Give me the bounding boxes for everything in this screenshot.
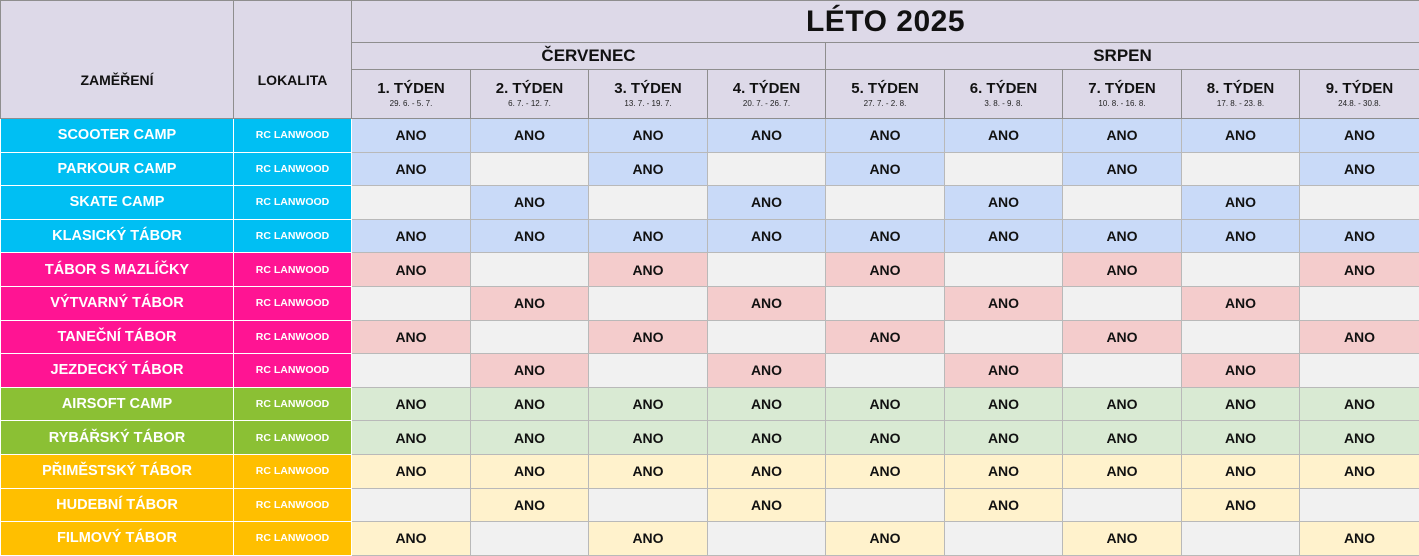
week-dates: 29. 6. - 5. 7. [352, 100, 470, 108]
table-row [1, 219, 1419, 253]
availability-cell: ANO [1182, 488, 1300, 522]
availability-cell [945, 320, 1063, 354]
week-label: 4. TÝDEN [708, 81, 825, 96]
availability-cell [352, 286, 471, 320]
week-header [1063, 70, 1182, 119]
week-label: 9. TÝDEN [1300, 81, 1419, 96]
availability-cell: ANO [1182, 119, 1300, 153]
availability-cell [826, 488, 945, 522]
week-dates: 17. 8. - 23. 8. [1182, 100, 1299, 108]
availability-cell [708, 253, 826, 287]
availability-cell: ANO [945, 186, 1063, 220]
month-header: ČERVENEC [352, 43, 826, 70]
availability-cell [471, 320, 589, 354]
availability-cell: ANO [1182, 454, 1300, 488]
camp-name: TANEČNÍ TÁBOR [1, 320, 234, 354]
week-header [945, 70, 1063, 119]
availability-cell: ANO [589, 253, 708, 287]
camp-name: AIRSOFT CAMP [1, 387, 234, 421]
camp-location: RC LANWOOD [234, 152, 352, 186]
availability-cell: ANO [945, 219, 1063, 253]
availability-cell: ANO [1063, 522, 1182, 556]
availability-cell [708, 320, 826, 354]
camp-name: VÝTVARNÝ TÁBOR [1, 286, 234, 320]
availability-cell: ANO [945, 354, 1063, 388]
month-header: SRPEN [826, 43, 1419, 70]
camp-name: RYBÁŘSKÝ TÁBOR [1, 421, 234, 455]
availability-cell: ANO [708, 186, 826, 220]
availability-cell: ANO [471, 454, 589, 488]
header-corner-location [234, 1, 352, 43]
availability-cell [1182, 320, 1300, 354]
availability-cell: ANO [1300, 454, 1419, 488]
table-row [1, 286, 1419, 320]
availability-cell [1063, 354, 1182, 388]
camp-name: SKATE CAMP [1, 186, 234, 220]
table-row [1, 354, 1419, 388]
availability-cell: ANO [471, 219, 589, 253]
week-label: 8. TÝDEN [1182, 81, 1299, 96]
availability-cell [1182, 152, 1300, 186]
header-corner-focus [1, 1, 234, 43]
camp-location: RC LANWOOD [234, 421, 352, 455]
table-row [1, 454, 1419, 488]
availability-cell: ANO [1182, 354, 1300, 388]
availability-cell [1300, 186, 1419, 220]
availability-cell [352, 186, 471, 220]
camp-name: JEZDECKÝ TÁBOR [1, 354, 234, 388]
availability-cell: ANO [352, 119, 471, 153]
availability-cell: ANO [471, 186, 589, 220]
availability-cell [945, 253, 1063, 287]
camp-location: RC LANWOOD [234, 219, 352, 253]
availability-cell: ANO [945, 454, 1063, 488]
availability-cell: ANO [1063, 387, 1182, 421]
availability-cell: ANO [1182, 387, 1300, 421]
availability-cell: ANO [826, 320, 945, 354]
camp-name: TÁBOR S MAZLÍČKY [1, 253, 234, 287]
availability-cell: ANO [471, 286, 589, 320]
availability-cell: ANO [826, 219, 945, 253]
availability-cell: ANO [945, 286, 1063, 320]
availability-cell: ANO [1182, 421, 1300, 455]
availability-cell: ANO [1063, 219, 1182, 253]
availability-cell [589, 286, 708, 320]
availability-cell [589, 354, 708, 388]
availability-cell [708, 152, 826, 186]
availability-cell: ANO [1300, 387, 1419, 421]
table-row [1, 320, 1419, 354]
week-header [708, 70, 826, 119]
availability-cell: ANO [826, 152, 945, 186]
availability-cell: ANO [1063, 119, 1182, 153]
availability-cell [352, 354, 471, 388]
availability-cell: ANO [826, 454, 945, 488]
availability-cell: ANO [1300, 522, 1419, 556]
availability-cell: ANO [589, 219, 708, 253]
availability-cell: ANO [352, 522, 471, 556]
week-dates: 24.8. - 30.8. [1300, 100, 1419, 108]
week-header [826, 70, 945, 119]
availability-cell: ANO [352, 320, 471, 354]
table-row [1, 488, 1419, 522]
camp-location: RC LANWOOD [234, 253, 352, 287]
availability-cell [826, 354, 945, 388]
availability-cell: ANO [352, 454, 471, 488]
availability-cell: ANO [708, 219, 826, 253]
availability-cell: ANO [826, 421, 945, 455]
camp-location: RC LANWOOD [234, 522, 352, 556]
availability-cell: ANO [589, 119, 708, 153]
availability-cell: ANO [471, 354, 589, 388]
availability-cell: ANO [708, 421, 826, 455]
camp-location: RC LANWOOD [234, 286, 352, 320]
availability-cell: ANO [589, 320, 708, 354]
camp-name: PŘIMĚSTSKÝ TÁBOR [1, 454, 234, 488]
availability-cell: ANO [708, 454, 826, 488]
availability-cell: ANO [352, 387, 471, 421]
availability-cell [1063, 488, 1182, 522]
availability-cell [1182, 522, 1300, 556]
week-header [471, 70, 589, 119]
availability-cell [589, 488, 708, 522]
week-dates: 3. 8. - 9. 8. [945, 100, 1062, 108]
availability-cell: ANO [826, 119, 945, 153]
camp-name: KLASICKÝ TÁBOR [1, 219, 234, 253]
camp-location: RC LANWOOD [234, 454, 352, 488]
camp-location: RC LANWOOD [234, 387, 352, 421]
availability-cell [1300, 488, 1419, 522]
availability-cell: ANO [1300, 253, 1419, 287]
week-label: 3. TÝDEN [589, 81, 707, 96]
week-label: 5. TÝDEN [826, 81, 944, 96]
availability-cell [1063, 186, 1182, 220]
camp-name: HUDEBNÍ TÁBOR [1, 488, 234, 522]
camp-name: SCOOTER CAMP [1, 119, 234, 153]
availability-cell: ANO [589, 152, 708, 186]
availability-cell: ANO [352, 219, 471, 253]
week-header [589, 70, 708, 119]
availability-cell: ANO [1300, 421, 1419, 455]
availability-cell: ANO [352, 152, 471, 186]
availability-cell: ANO [589, 522, 708, 556]
availability-cell [945, 522, 1063, 556]
availability-cell: ANO [1063, 152, 1182, 186]
week-dates: 10. 8. - 16. 8. [1063, 100, 1181, 108]
availability-cell: ANO [589, 454, 708, 488]
camp-location: RC LANWOOD [234, 320, 352, 354]
availability-cell: ANO [945, 421, 1063, 455]
availability-cell: ANO [945, 488, 1063, 522]
availability-cell [1063, 286, 1182, 320]
camp-name: PARKOUR CAMP [1, 152, 234, 186]
availability-cell: ANO [708, 488, 826, 522]
availability-cell: ANO [1300, 320, 1419, 354]
availability-cell [1300, 286, 1419, 320]
camp-name: FILMOVÝ TÁBOR [1, 522, 234, 556]
availability-cell [352, 488, 471, 522]
availability-cell [1300, 354, 1419, 388]
availability-cell: ANO [1063, 320, 1182, 354]
availability-cell: ANO [1300, 219, 1419, 253]
week-label: 2. TÝDEN [471, 81, 588, 96]
header-focus: ZAMĚŘENÍ [1, 43, 234, 119]
week-dates: 27. 7. - 2. 8. [826, 100, 944, 108]
availability-cell [471, 253, 589, 287]
table-row [1, 421, 1419, 455]
week-dates: 6. 7. - 12. 7. [471, 100, 588, 108]
table-row [1, 119, 1419, 153]
availability-cell: ANO [352, 253, 471, 287]
availability-cell [1182, 253, 1300, 287]
table-row [1, 186, 1419, 220]
availability-cell: ANO [589, 421, 708, 455]
availability-cell: ANO [826, 387, 945, 421]
table-row [1, 522, 1419, 556]
week-header [1182, 70, 1300, 119]
week-label: 1. TÝDEN [352, 81, 470, 96]
week-label: 7. TÝDEN [1063, 81, 1181, 96]
availability-cell: ANO [471, 387, 589, 421]
camp-location: RC LANWOOD [234, 186, 352, 220]
availability-cell: ANO [1300, 119, 1419, 153]
availability-cell: ANO [471, 488, 589, 522]
header-location: LOKALITA [234, 43, 352, 119]
week-header [1300, 70, 1419, 119]
availability-cell: ANO [1063, 253, 1182, 287]
availability-cell [589, 186, 708, 220]
availability-cell: ANO [1063, 454, 1182, 488]
availability-cell: ANO [1182, 286, 1300, 320]
availability-cell: ANO [708, 354, 826, 388]
week-header [352, 70, 471, 119]
availability-cell: ANO [708, 119, 826, 153]
table-row [1, 387, 1419, 421]
availability-cell: ANO [945, 387, 1063, 421]
availability-cell [471, 522, 589, 556]
availability-cell: ANO [826, 253, 945, 287]
camp-location: RC LANWOOD [234, 119, 352, 153]
availability-cell: ANO [1063, 421, 1182, 455]
availability-cell: ANO [1182, 186, 1300, 220]
season-title: LÉTO 2025 [352, 1, 1419, 43]
week-dates: 20. 7. - 26. 7. [708, 100, 825, 108]
availability-cell: ANO [589, 387, 708, 421]
availability-cell: ANO [471, 119, 589, 153]
availability-cell: ANO [1300, 152, 1419, 186]
availability-cell [708, 522, 826, 556]
availability-cell [826, 186, 945, 220]
availability-cell: ANO [708, 286, 826, 320]
availability-cell: ANO [708, 387, 826, 421]
availability-cell [945, 152, 1063, 186]
camp-location: RC LANWOOD [234, 488, 352, 522]
week-dates: 13. 7. - 19. 7. [589, 100, 707, 108]
availability-cell: ANO [471, 421, 589, 455]
availability-cell: ANO [826, 522, 945, 556]
availability-cell: ANO [1182, 219, 1300, 253]
availability-cell [826, 286, 945, 320]
table-row [1, 152, 1419, 186]
camp-location: RC LANWOOD [234, 354, 352, 388]
table-row [1, 253, 1419, 287]
availability-cell: ANO [945, 119, 1063, 153]
availability-cell [471, 152, 589, 186]
availability-cell: ANO [352, 421, 471, 455]
week-label: 6. TÝDEN [945, 81, 1062, 96]
